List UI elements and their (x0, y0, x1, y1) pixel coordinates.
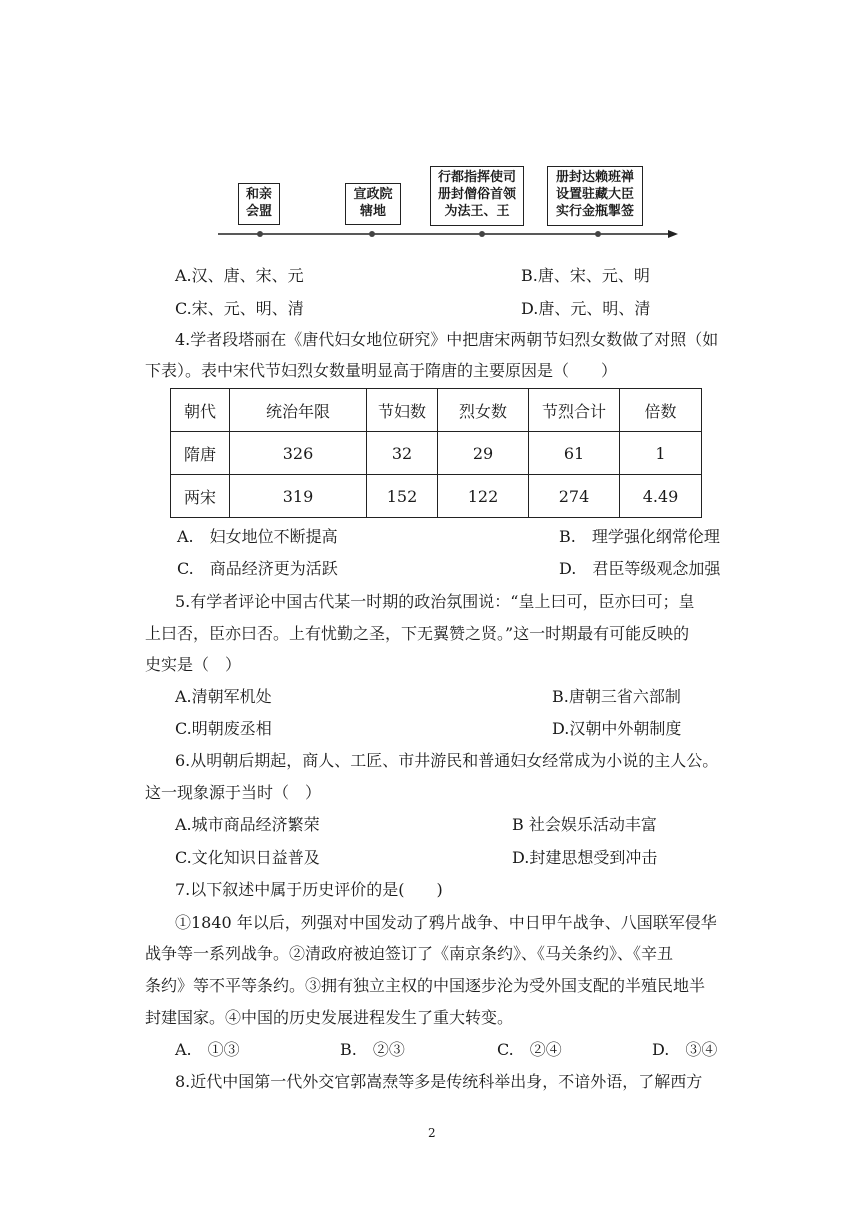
table-row (171, 475, 702, 518)
q3-option-c: C.宋、元、明、清 (175, 299, 304, 318)
timeline-event-text: 设置驻藏大臣 (555, 187, 634, 202)
table-cell: 隋唐 (171, 432, 230, 475)
timeline-event-text: 为法王、王 (444, 204, 510, 219)
table-header-row (171, 389, 702, 432)
q7-stem-line-3: 战争等一系列战争。②清政府被迫签订了《南京条约》、《马关条约》、《辛丑 (145, 944, 674, 963)
q6-option-d: D.封建思想受到冲击 (512, 848, 658, 867)
q6-option-b: B 社会娱乐活动丰富 (512, 815, 657, 834)
timeline-event-text: 册封达赖班禅 (555, 170, 634, 185)
table-cell: 61 (529, 432, 620, 475)
table-cell: 29 (438, 432, 529, 475)
q4-option-a: A. 妇女地位不断提高 (177, 527, 338, 546)
q3-option-b: B.唐、宋、元、明 (521, 266, 650, 285)
q5-stem-line-2: 上曰否，臣亦曰否。上有忧勤之圣，下无翼赞之贤。”这一时期最有可能反映的 (145, 624, 690, 643)
timeline-event-text: 会盟 (245, 204, 272, 219)
q7-option-b: B. ②③ (340, 1040, 405, 1059)
timeline-event-3 (430, 166, 524, 226)
q7-stem-line-4: 条约》等不平等条约。③拥有独立主权的中国逐步沦为受外国支配的半殖民地半 (145, 976, 706, 995)
q5-stem-line-3: 史实是（ ） (145, 655, 242, 674)
q4-option-b: B. 理学强化纲常伦理 (559, 527, 720, 546)
q3-option-d: D.唐、元、明、清 (521, 299, 651, 318)
q6-option-a: A.城市商品经济繁荣 (175, 815, 320, 834)
table-header-cell: 统治年限 (230, 389, 367, 432)
q4-data-table (170, 388, 702, 518)
table-cell: 274 (529, 475, 620, 518)
table-cell: 4.49 (620, 475, 702, 518)
timeline-event-text: 行都指挥使司 (437, 170, 516, 185)
timeline-event-text: 宣政院 (353, 187, 393, 202)
timeline-event-4 (547, 166, 643, 226)
timeline-event-1 (238, 183, 280, 225)
timeline-dot (369, 231, 375, 237)
page-number: 2 (428, 1126, 436, 1140)
table-header-cell: 朝代 (171, 389, 230, 432)
timeline-event-text: 实行金瓶掣签 (555, 204, 634, 219)
table-row (171, 432, 702, 475)
q6-stem-line-2: 这一现象源于当时（ ） (145, 783, 322, 802)
table-cell: 32 (367, 432, 438, 475)
q3-option-a: A.汉、唐、宋、元 (175, 266, 304, 285)
timeline-dot (257, 231, 263, 237)
timeline-event-text: 辖地 (359, 204, 386, 219)
q4-option-c: C. 商品经济更为活跃 (177, 559, 338, 578)
timeline-event-2 (345, 183, 401, 225)
table-header-cell: 节妇数 (367, 389, 438, 432)
table-cell: 1 (620, 432, 702, 475)
q5-stem-line-1: 5.有学者评论中国古代某一时期的政治氛围说：“皇上曰可，臣亦曰可；皇 (175, 592, 695, 611)
q5-option-d: D.汉朝中外朝制度 (552, 719, 682, 738)
q7-option-c: C. ②④ (497, 1040, 562, 1059)
q6-option-c: C.文化知识日益普及 (175, 848, 320, 867)
timeline-event-text: 册封僧俗首领 (437, 187, 516, 202)
q4-stem-line-1: 4.学者段塔丽在《唐代妇女地位研究》中把唐宋两朝节妇烈女数做了对照（如 (175, 330, 719, 349)
table-header-cell: 倍数 (620, 389, 702, 432)
timeline-axis (210, 225, 680, 245)
table-cell: 两宋 (171, 475, 230, 518)
q4-option-d: D. 君臣等级观念加强 (559, 559, 721, 578)
q7-stem-line-5: 封建国家。④中国的历史发展进程发生了重大转变。 (145, 1008, 514, 1027)
q7-stem-line-2: ①1840 年以后，列强对中国发动了鸦片战争、中日甲午战争、八国联军侵华 (175, 913, 717, 932)
q6-stem-line-1: 6.从明朝后期起，商人、工匠、市井游民和普通妇女经常成为小说的主人公。 (175, 751, 719, 770)
q5-option-b: B.唐朝三省六部制 (552, 687, 681, 706)
table-header-cell: 烈女数 (438, 389, 529, 432)
table-cell: 152 (367, 475, 438, 518)
table-cell: 326 (230, 432, 367, 475)
q7-option-d: D. ③④ (652, 1040, 718, 1059)
q8-stem-line-1: 8.近代中国第一代外交官郭嵩焘等多是传统科举出身，不谙外语，了解西方 (175, 1072, 703, 1091)
q7-option-a: A. ①③ (175, 1040, 240, 1059)
timeline-event-text: 和亲 (245, 187, 272, 202)
timeline-dot (595, 231, 601, 237)
table-cell: 122 (438, 475, 529, 518)
q5-option-c: C.明朝废丞相 (175, 719, 272, 738)
q5-option-a: A.清朝军机处 (175, 687, 272, 706)
q7-stem-line-1: 7.以下叙述中属于历史评价的是( ) (175, 880, 443, 899)
timeline-dot (479, 231, 485, 237)
q4-stem-line-2: 下表）。表中宋代节妇烈女数量明显高于隋唐的主要原因是（ ） (145, 361, 618, 380)
table-header-cell: 节烈合计 (529, 389, 620, 432)
table-cell: 319 (230, 475, 367, 518)
